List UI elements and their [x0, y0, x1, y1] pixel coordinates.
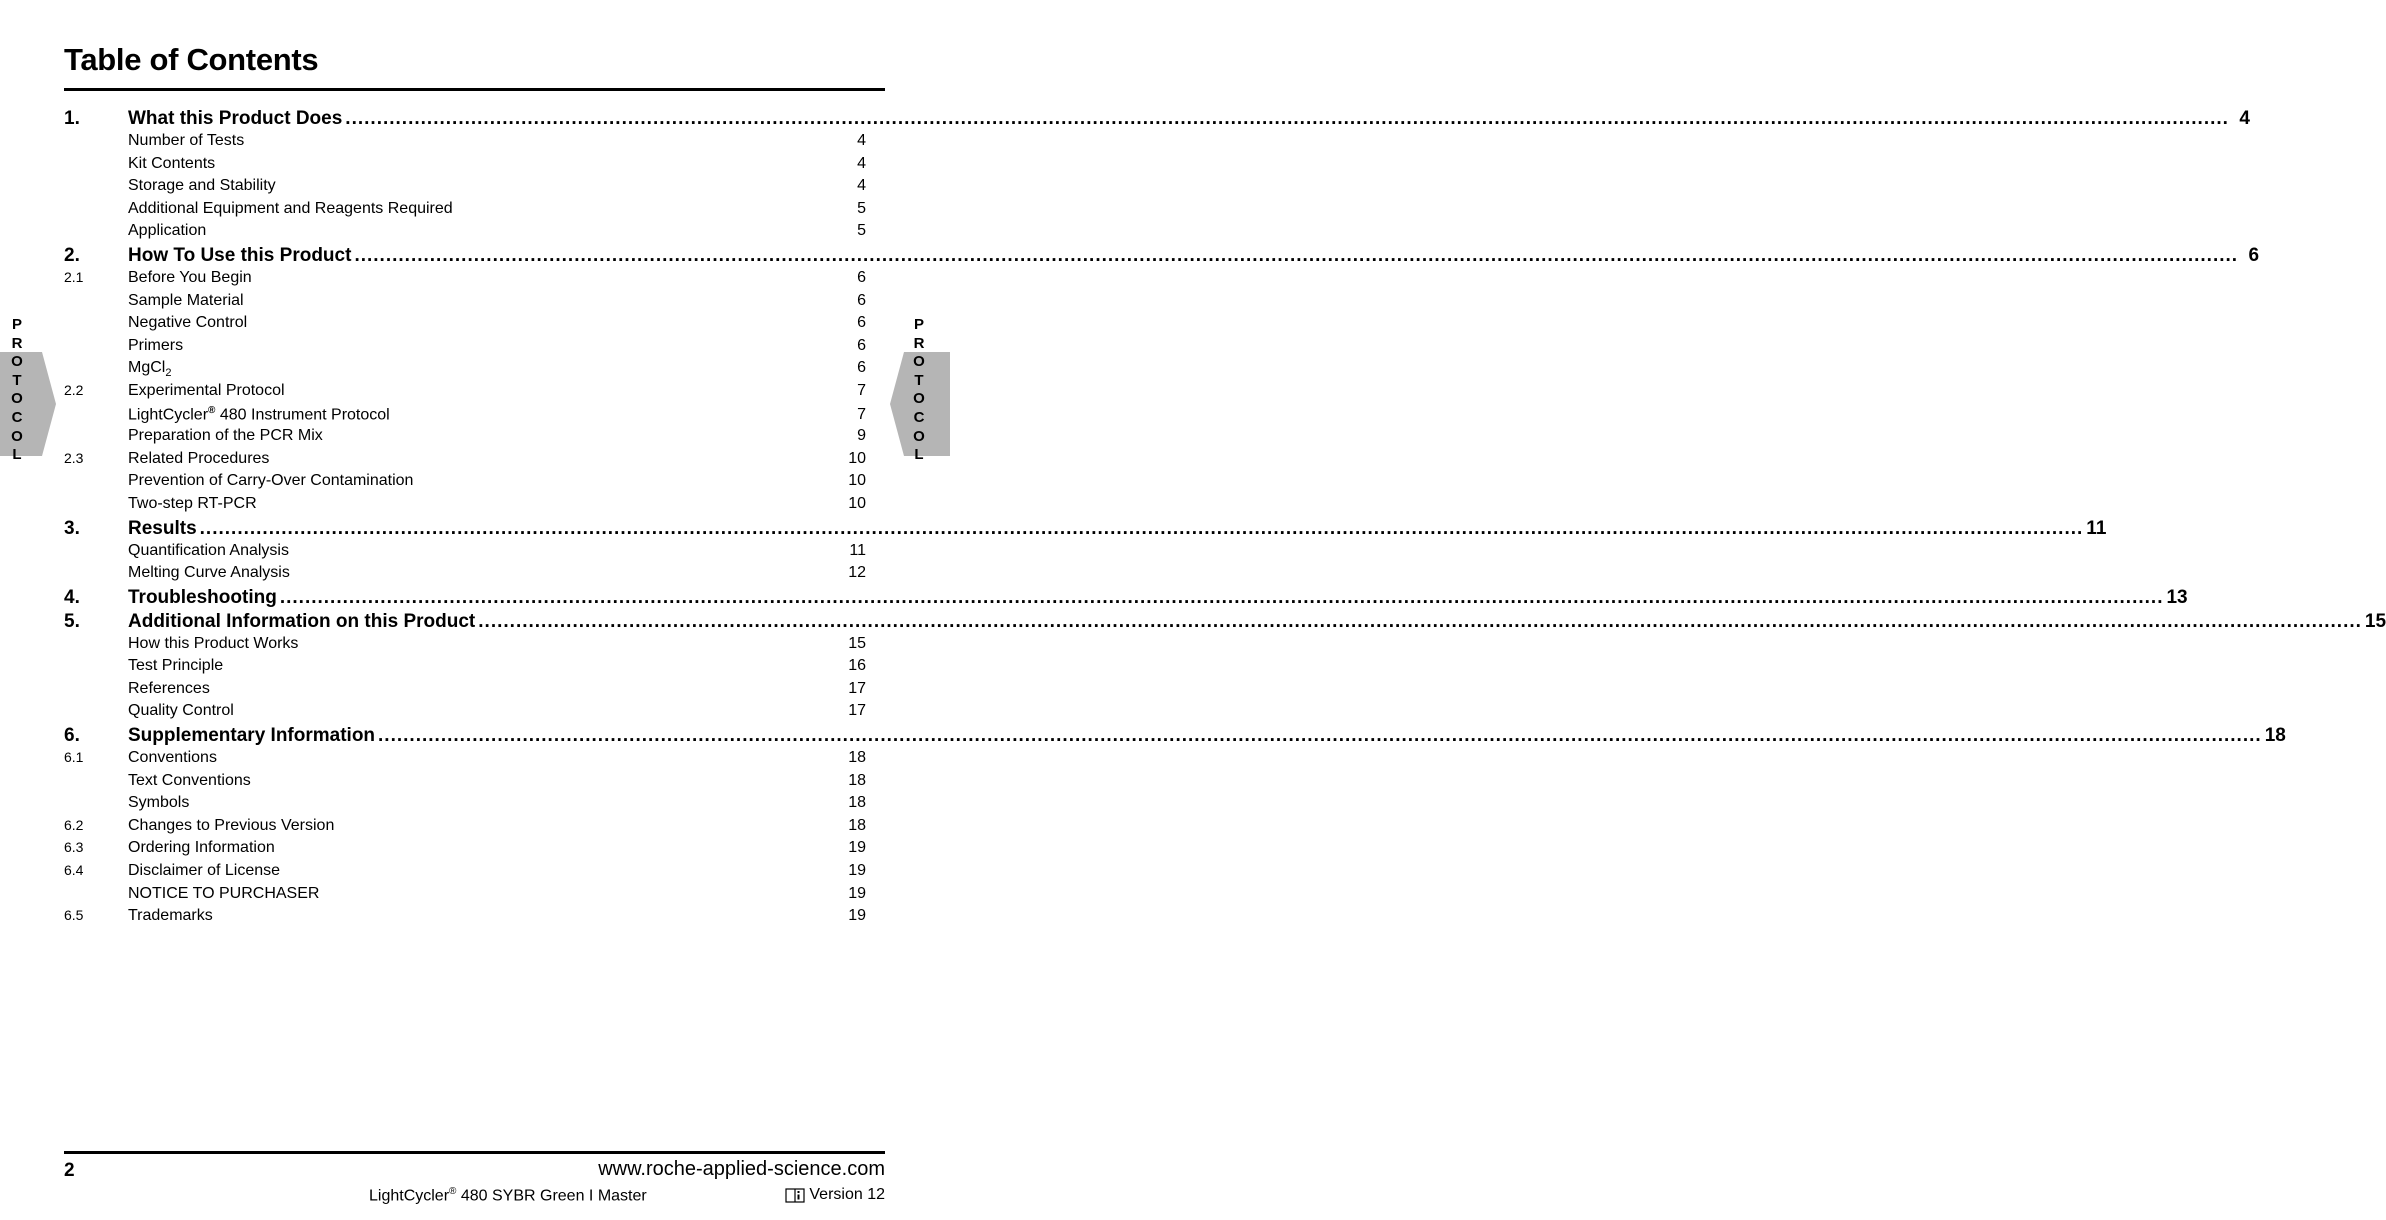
toc-entry[interactable]	[64, 680, 866, 703]
toc-title: LightCycler® 480 Instrument Protocol	[128, 404, 390, 423]
toc-page: 4	[857, 132, 866, 149]
toc-section-2-2[interactable]	[64, 382, 866, 405]
toc-title: Two-step RT-PCR	[128, 494, 257, 512]
toc-page: 17	[848, 679, 866, 697]
toc-title: How To Use this Product	[128, 244, 352, 266]
toc-number: 6.	[64, 725, 80, 747]
toc-page: 4	[857, 177, 866, 195]
toc-entry[interactable]	[64, 222, 866, 245]
dot-leader: ............................................................................................................................................................................................................................................................................................................	[478, 610, 2362, 632]
toc-title: Additional Equipment and Reagents Required	[128, 199, 453, 217]
toc-title: Conventions	[128, 749, 217, 767]
toc-number: 2.2	[64, 381, 84, 398]
protocol-side-tab-right	[890, 316, 950, 491]
book-info-icon	[785, 1188, 805, 1203]
toc-page: 15	[848, 634, 866, 652]
toc-title: Primers	[128, 336, 184, 354]
toc-page: 10	[848, 449, 866, 467]
toc-page: 6	[857, 314, 866, 332]
footer-version: Version 12	[785, 1186, 885, 1204]
toc-entry[interactable]	[64, 337, 866, 360]
toc-title: Text Conventions	[128, 771, 251, 789]
toc-entry[interactable]	[64, 702, 866, 725]
side-tab-label: P R O T O C O L	[913, 316, 925, 464]
toc-entry[interactable]	[64, 794, 866, 817]
toc-number: 1.	[64, 108, 80, 129]
toc-title: Changes to Previous Version	[128, 816, 335, 834]
toc-entry[interactable]	[64, 359, 866, 382]
toc-title: Storage and Stability	[128, 177, 276, 195]
toc-page: 10	[848, 494, 866, 512]
toc-page: 18	[848, 771, 866, 789]
toc-page: 19	[848, 884, 866, 902]
toc-title: Quality Control	[128, 702, 234, 720]
toc-entry[interactable]	[64, 132, 866, 155]
toc-page: 18	[2264, 725, 2286, 747]
toc-entry[interactable]	[64, 177, 866, 200]
toc-chapter-6[interactable]	[64, 725, 2286, 749]
toc-page: 13	[2166, 586, 2188, 608]
toc-number: 6.3	[64, 839, 84, 856]
toc-page: 9	[857, 427, 866, 445]
toc-title: Ordering Information	[128, 839, 275, 857]
toc-title: Related Procedures	[128, 449, 270, 467]
toc-title: Kit Contents	[128, 154, 216, 172]
toc-title: Trademarks	[128, 907, 213, 925]
toc-page: 19	[848, 907, 866, 925]
toc-entry[interactable]	[64, 635, 866, 658]
toc-entry[interactable]	[64, 542, 866, 565]
toc-entry[interactable]	[64, 405, 866, 428]
toc-title: Application	[128, 222, 207, 240]
toc-entry[interactable]	[64, 200, 866, 223]
toc-chapter-5[interactable]	[64, 610, 2386, 635]
toc-chapter-4[interactable]	[64, 586, 2188, 611]
toc-number: 2.1	[64, 268, 84, 285]
toc-page: 18	[848, 794, 866, 812]
toc-page: 11	[2086, 517, 2107, 539]
toc-section-6-4[interactable]	[64, 862, 866, 885]
toc-title: Results	[128, 517, 197, 539]
toc-section-6-2[interactable]	[64, 817, 866, 840]
dot-leader: ............................................................................................................................................................................................................................................................................................................	[354, 244, 2239, 266]
toc-entry[interactable]	[64, 495, 866, 518]
toc-title: Symbols	[128, 794, 190, 812]
protocol-side-tab-left	[0, 316, 60, 491]
toc-title: Supplementary Information	[128, 725, 376, 747]
toc-title: Disclaimer of License	[128, 862, 281, 880]
dot-leader: ............................................................................................................................................................................................................................................................................................................	[279, 586, 2164, 608]
footer-website-link[interactable]: www.roche-applied-science.com	[598, 1158, 885, 1180]
toc-page: 6	[857, 268, 866, 286]
title-divider	[64, 88, 885, 91]
toc-entry[interactable]	[64, 772, 866, 795]
dot-leader: ............................................................................................................................................................................................................................................................................................................	[199, 517, 2084, 539]
footer-divider	[64, 1151, 885, 1154]
toc-entry[interactable]	[64, 472, 866, 495]
toc-title: What this Product Does	[128, 108, 343, 129]
footer-product-name: LightCycler® 480 SYBR Green I Master	[369, 1186, 647, 1205]
toc-page: 6	[857, 336, 866, 354]
toc-chapter-2[interactable]	[64, 244, 2260, 269]
toc-title: Melting Curve Analysis	[128, 564, 290, 582]
toc-title: Number of Tests	[128, 132, 245, 149]
toc-page: 12	[848, 564, 866, 582]
toc-page: 19	[848, 862, 866, 880]
toc-section-6-1[interactable]	[64, 749, 866, 772]
toc-title: Before You Begin	[128, 268, 252, 286]
dot-leader: ............................................................................................................................................................................................................................................................................................................	[378, 725, 2262, 747]
toc-title: Preparation of the PCR Mix	[128, 427, 323, 445]
toc-number: 4.	[64, 586, 80, 608]
toc-page: 19	[848, 839, 866, 857]
toc-number: 6.5	[64, 907, 84, 924]
page-title: Table of Contents	[64, 42, 319, 77]
toc-section-6-3[interactable]	[64, 839, 866, 862]
toc-title: Additional Information on this Product	[128, 610, 476, 632]
table-of-contents	[64, 108, 2386, 930]
toc-entry[interactable]	[64, 657, 866, 680]
toc-page: 11	[849, 541, 866, 559]
side-tab-label: P R O T O C O L	[11, 316, 23, 464]
toc-entry[interactable]	[64, 564, 866, 587]
toc-number: 6.4	[64, 862, 84, 879]
toc-title: Prevention of Carry-Over Contamination	[128, 472, 414, 490]
toc-page: 16	[848, 657, 866, 675]
toc-page: 6	[857, 359, 866, 377]
toc-page: 10	[848, 472, 866, 490]
toc-section-6-5[interactable]	[64, 907, 866, 930]
toc-page: 18	[848, 749, 866, 767]
toc-number: 6.2	[64, 816, 84, 833]
toc-chapter-1[interactable]	[64, 108, 2250, 132]
toc-chapter-3[interactable]	[64, 517, 2107, 542]
dot-leader: ............................................................................................................................................................................................................................................................................................................	[345, 108, 2229, 129]
toc-entry[interactable]	[64, 155, 866, 178]
toc-number: 3.	[64, 517, 80, 539]
toc-page: 17	[848, 702, 866, 720]
toc-entry[interactable]	[64, 292, 866, 315]
toc-title: Quantification Analysis	[128, 541, 289, 559]
toc-number: 2.	[64, 244, 80, 266]
toc-title: Test Principle	[128, 657, 224, 675]
toc-page: 6	[857, 291, 866, 309]
toc-number: 2.3	[64, 449, 84, 466]
toc-title: MgCl$_2$	[128, 359, 172, 380]
toc-entry[interactable]	[64, 885, 866, 908]
toc-number: 6.1	[64, 749, 84, 766]
toc-page: 5	[857, 199, 866, 217]
toc-number: 5.	[64, 610, 80, 632]
toc-section-2-1[interactable]	[64, 269, 866, 292]
toc-entry[interactable]	[64, 427, 866, 450]
toc-title: How this Product Works	[128, 634, 299, 652]
toc-entry[interactable]	[64, 314, 866, 337]
toc-page: 18	[848, 816, 866, 834]
toc-title: Experimental Protocol	[128, 381, 285, 399]
toc-page: 15	[2364, 610, 2386, 632]
toc-page: 4	[857, 154, 866, 172]
toc-title: Sample Material	[128, 291, 244, 309]
toc-page: 7	[857, 405, 866, 423]
toc-page: 5	[857, 222, 866, 240]
toc-title: References	[128, 679, 210, 697]
toc-page: 7	[857, 381, 866, 399]
toc-page: 6	[2248, 244, 2260, 266]
toc-title: Troubleshooting	[128, 586, 277, 608]
toc-title: NOTICE TO PURCHASER	[128, 884, 320, 902]
footer-page-number: 2	[64, 1160, 75, 1181]
toc-page: 4	[2239, 108, 2250, 129]
toc-title: Negative Control	[128, 314, 248, 332]
toc-section-2-3[interactable]	[64, 450, 866, 473]
